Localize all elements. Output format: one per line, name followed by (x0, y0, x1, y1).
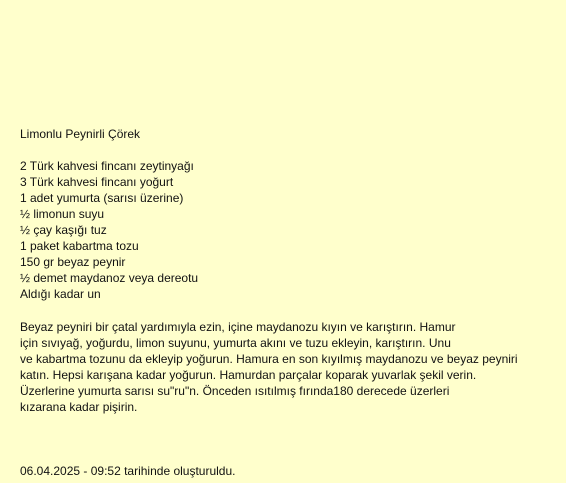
recipe-title: Limonlu Peynirli Çörek (20, 127, 141, 141)
instructions-line: katın. Hepsi karışana kadar yoğurun. Hamurdan parçalar koparak yuvarlak şekil verin. (20, 368, 477, 382)
ingredient-item: Aldığı kadar un (20, 287, 101, 301)
instructions-line: için sıvıyağ, yoğurdu, limon suyunu, yumurta akını ve tuzu ekleyin, karıştırın. Unu (20, 336, 451, 350)
instructions-line: Beyaz peyniri bir çatal yardımıyla ezin, içine maydanozu kıyın ve karıştırın. Hamur (20, 320, 456, 334)
instructions-line: ve kabartma tozunu da ekleyip yoğurun. Hamura en son kıyılmış maydanozu ve beyaz peyniri (20, 352, 518, 366)
ingredient-item: ½ demet maydanoz veya dereotu (20, 271, 199, 285)
ingredient-item: ½ çay kaşığı tuz (20, 223, 107, 237)
ingredient-item: 1 paket kabartma tozu (20, 239, 139, 253)
instructions-line: Üzerlerine yumurta sarısı su"ru"n. Önceden ısıtılmış fırında180 derecede üzerleri (20, 384, 450, 398)
instructions-paragraph (20, 319, 560, 415)
ingredient-item: ½ limonun suyu (20, 207, 105, 221)
created-timestamp: 06.04.2025 - 09:52 tarihinde oluşturuldu. (20, 464, 236, 478)
ingredient-item: 150 gr beyaz peynir (20, 255, 126, 269)
ingredient-item: 2 Türk kahvesi fincanı zeytinyağı (20, 159, 194, 173)
ingredient-item: 3 Türk kahvesi fincanı yoğurt (20, 175, 174, 189)
ingredient-list (20, 158, 198, 302)
ingredient-item: 1 adet yumurta (sarısı üzerine) (20, 191, 184, 205)
instructions-line: kızarana kadar pişirin. (20, 400, 138, 414)
